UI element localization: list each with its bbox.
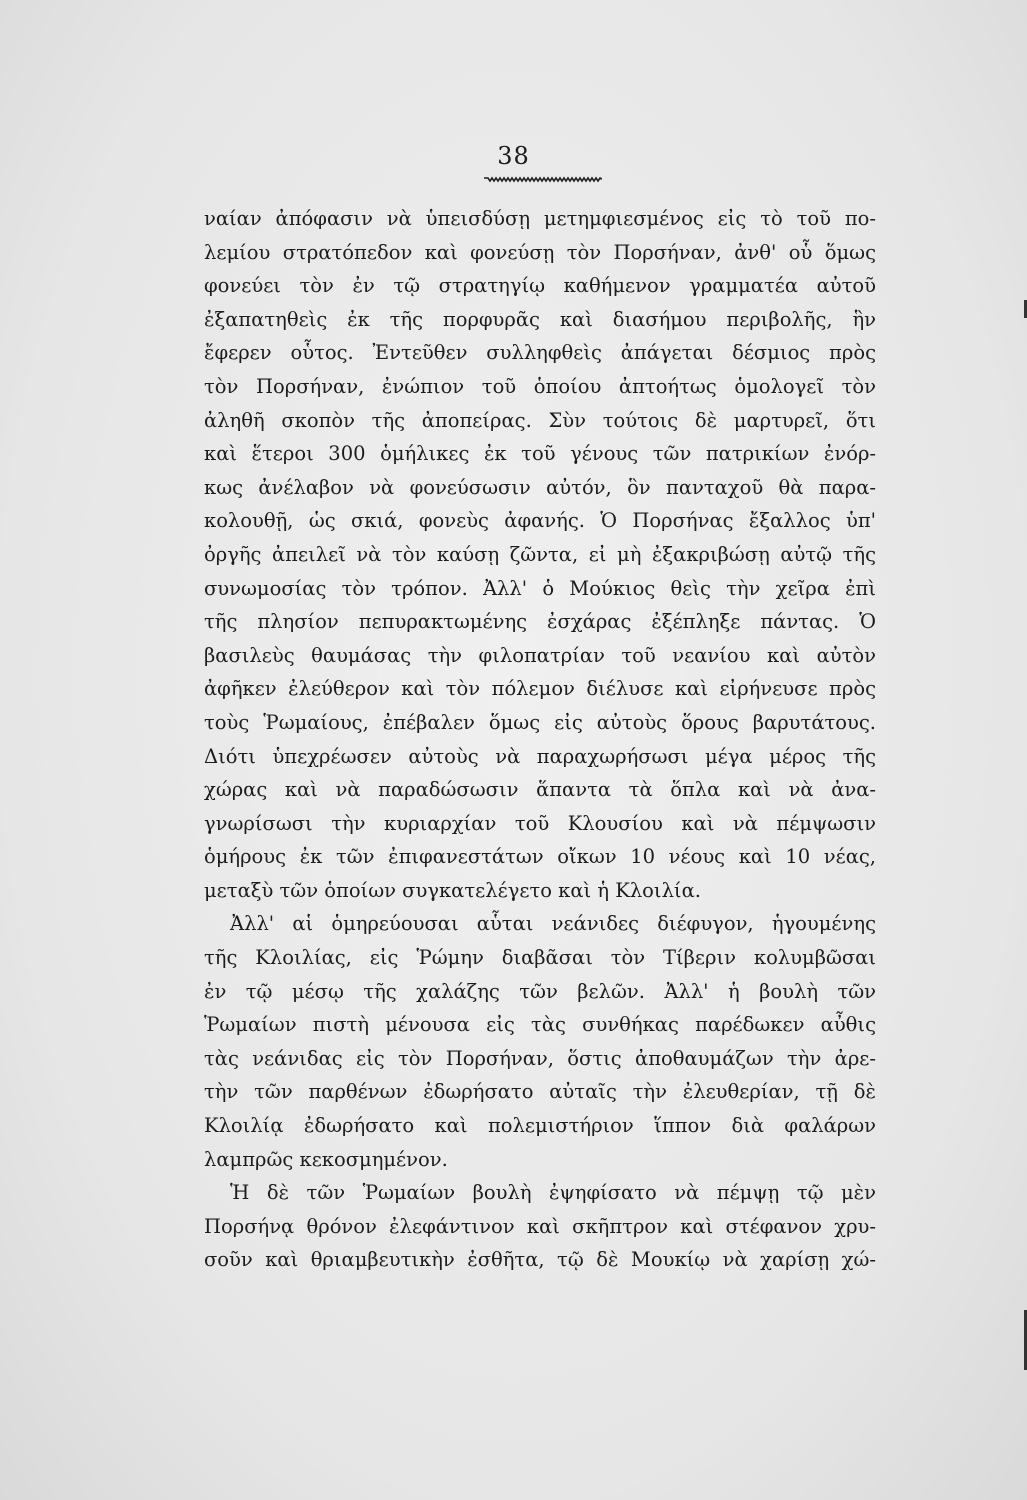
text-line: Κλοιλίᾳ ἐδωρήσατο καὶ πολεμιστήριον ἵππον διὰ φαλάρων bbox=[204, 1114, 876, 1138]
text-line: τὴν τῶν παρθένων ἐδωρήσατο αὐταῖς τὴν ἐλευθερίαν, τῇ δὲ bbox=[204, 1080, 876, 1104]
text-line: Ῥωμαίων πιστὴ μένουσα εἰς τὰς συνθήκας παρέδωκεν αὖθις bbox=[204, 1013, 876, 1037]
text-line: καὶ ἕτεροι 300 ὁμήλικες ἐκ τοῦ γένους τῶν πατρικίων ἐνόρ- bbox=[204, 442, 876, 466]
text-line: ὁμήρους ἐκ τῶν ἐπιφανεστάτων οἴκων 10 νέους καὶ 10 νέας, bbox=[204, 845, 876, 869]
text-line: ὀργῆς ἀπειλεῖ νὰ τὸν καύσῃ ζῶντα, εἰ μὴ ἐξακριβώσῃ αὐτῷ τῆς bbox=[204, 542, 876, 566]
text-line: λαμπρῶς κεκοσμημένον. bbox=[204, 1147, 448, 1171]
text-line: ἐν τῷ μέσῳ τῆς χαλάζης τῶν βελῶν. Ἀλλ' ἡ βουλὴ τῶν bbox=[204, 979, 876, 1003]
text-line: τοὺς Ῥωμαίους, ἐπέβαλεν ὅμως εἰς αὐτοὺς ὅρους βαρυτάτους. bbox=[204, 710, 876, 734]
text-line: Διότι ὑπεχρέωσεν αὐτοὺς νὰ παραχωρήσωσι μέγα μέρος τῆς bbox=[204, 744, 876, 768]
text-line: βασιλεὺς θαυμάσας τὴν φιλοπατρίαν τοῦ νεανίου καὶ αὐτὸν bbox=[204, 643, 876, 667]
text-line: συνωμοσίας τὸν τρόπον. Ἀλλ' ὁ Μούκιος θεὶς τὴν χεῖρα ἐπὶ bbox=[204, 576, 876, 600]
text-line: τῆς Κλοιλίας, εἰς Ῥώμην διαβᾶσαι τὸν Τίβεριν κολυμβῶσαι bbox=[204, 946, 876, 970]
text-line: τὸν Πορσήναν, ἐνώπιον τοῦ ὁποίου ἀπτοήτως ὁμολογεῖ τὸν bbox=[204, 374, 876, 398]
text-line: Ἀλλ' αἱ ὁμηρεύουσαι αὗται νεάνιδες διέφυγον, ἡγουμένης bbox=[230, 912, 876, 936]
text-line: κως ἀνέλαβον νὰ φονεύσωσιν αὐτόν, ὃν πανταχοῦ θὰ παρα- bbox=[204, 475, 876, 499]
text-line: γνωρίσωσι τὴν κυριαρχίαν τοῦ Κλουσίου καὶ νὰ πέμψωσιν bbox=[204, 811, 876, 835]
text-line: κολουθῇ, ὡς σκιά, φονεὺς ἀφανής. Ὁ Πορσήνας ἔξαλλος ὑπ' bbox=[204, 509, 876, 533]
text-line: λεμίου στρατόπεδον καὶ φονεύσῃ τὸν Πορσήναν, ἀνθ' οὗ ὅμως bbox=[204, 240, 876, 264]
body-text bbox=[204, 202, 876, 1277]
text-line: ἀληθῆ σκοπὸν τῆς ἀποπείρας. Σὺν τούτοις δὲ μαρτυρεῖ, ὅτι bbox=[204, 408, 876, 432]
text-line: ἔφερεν οὗτος. Ἐντεῦθεν συλληφθεὶς ἀπάγεται δέσμιος πρὸς bbox=[204, 341, 876, 365]
text-line: φονεύει τὸν ἐν τῷ στρατηγίῳ καθήμενον γραμματέα αὐτοῦ bbox=[204, 274, 876, 298]
text-line: Ἡ δὲ τῶν Ῥωμαίων βουλὴ ἐψηφίσατο νὰ πέμψῃ τῷ μὲν bbox=[230, 1181, 876, 1205]
text-line: ἀφῆκεν ἐλεύθερον καὶ τὸν πόλεμον διέλυσε καὶ εἰρήνευσε πρὸς bbox=[204, 677, 876, 701]
text-line: ἐξαπατηθεὶς ἐκ τῆς πορφυρᾶς καὶ διασήμου περιβολῆς, ἣν bbox=[204, 307, 876, 331]
text-line: ναίαν ἀπόφασιν νὰ ὑπεισδύσῃ μετημφιεσμένος εἰς τὸ τοῦ πο- bbox=[204, 207, 876, 230]
text-line: Πορσήνᾳ θρόνον ἐλεφάντινον καὶ σκῆπτρον καὶ στέφανον χρυ- bbox=[204, 1214, 876, 1238]
text-line: τῆς πλησίον πεπυρακτωμένης ἐσχάρας ἐξέπληξε πάντας. Ὁ bbox=[204, 610, 876, 634]
wavy-rule-ornament bbox=[484, 174, 602, 186]
page-number: 38 bbox=[497, 142, 530, 170]
text-line: σοῦν καὶ θριαμβευτικὴν ἐσθῆτα, τῷ δὲ Μουκίῳ νὰ χαρίσῃ χώ- bbox=[204, 1248, 876, 1272]
text-line: τὰς νεάνιδας εἰς τὸν Πορσήναν, ὅστις ἀποθαυμάζων τὴν ἀρε- bbox=[204, 1046, 876, 1070]
text-line: μεταξὺ τῶν ὁποίων συγκατελέγετο καὶ ἡ Κλοιλία. bbox=[204, 878, 701, 902]
text-line: χώρας καὶ νὰ παραδώσωσιν ἅπαντα τὰ ὅπλα καὶ νὰ ἀνα- bbox=[204, 778, 876, 802]
